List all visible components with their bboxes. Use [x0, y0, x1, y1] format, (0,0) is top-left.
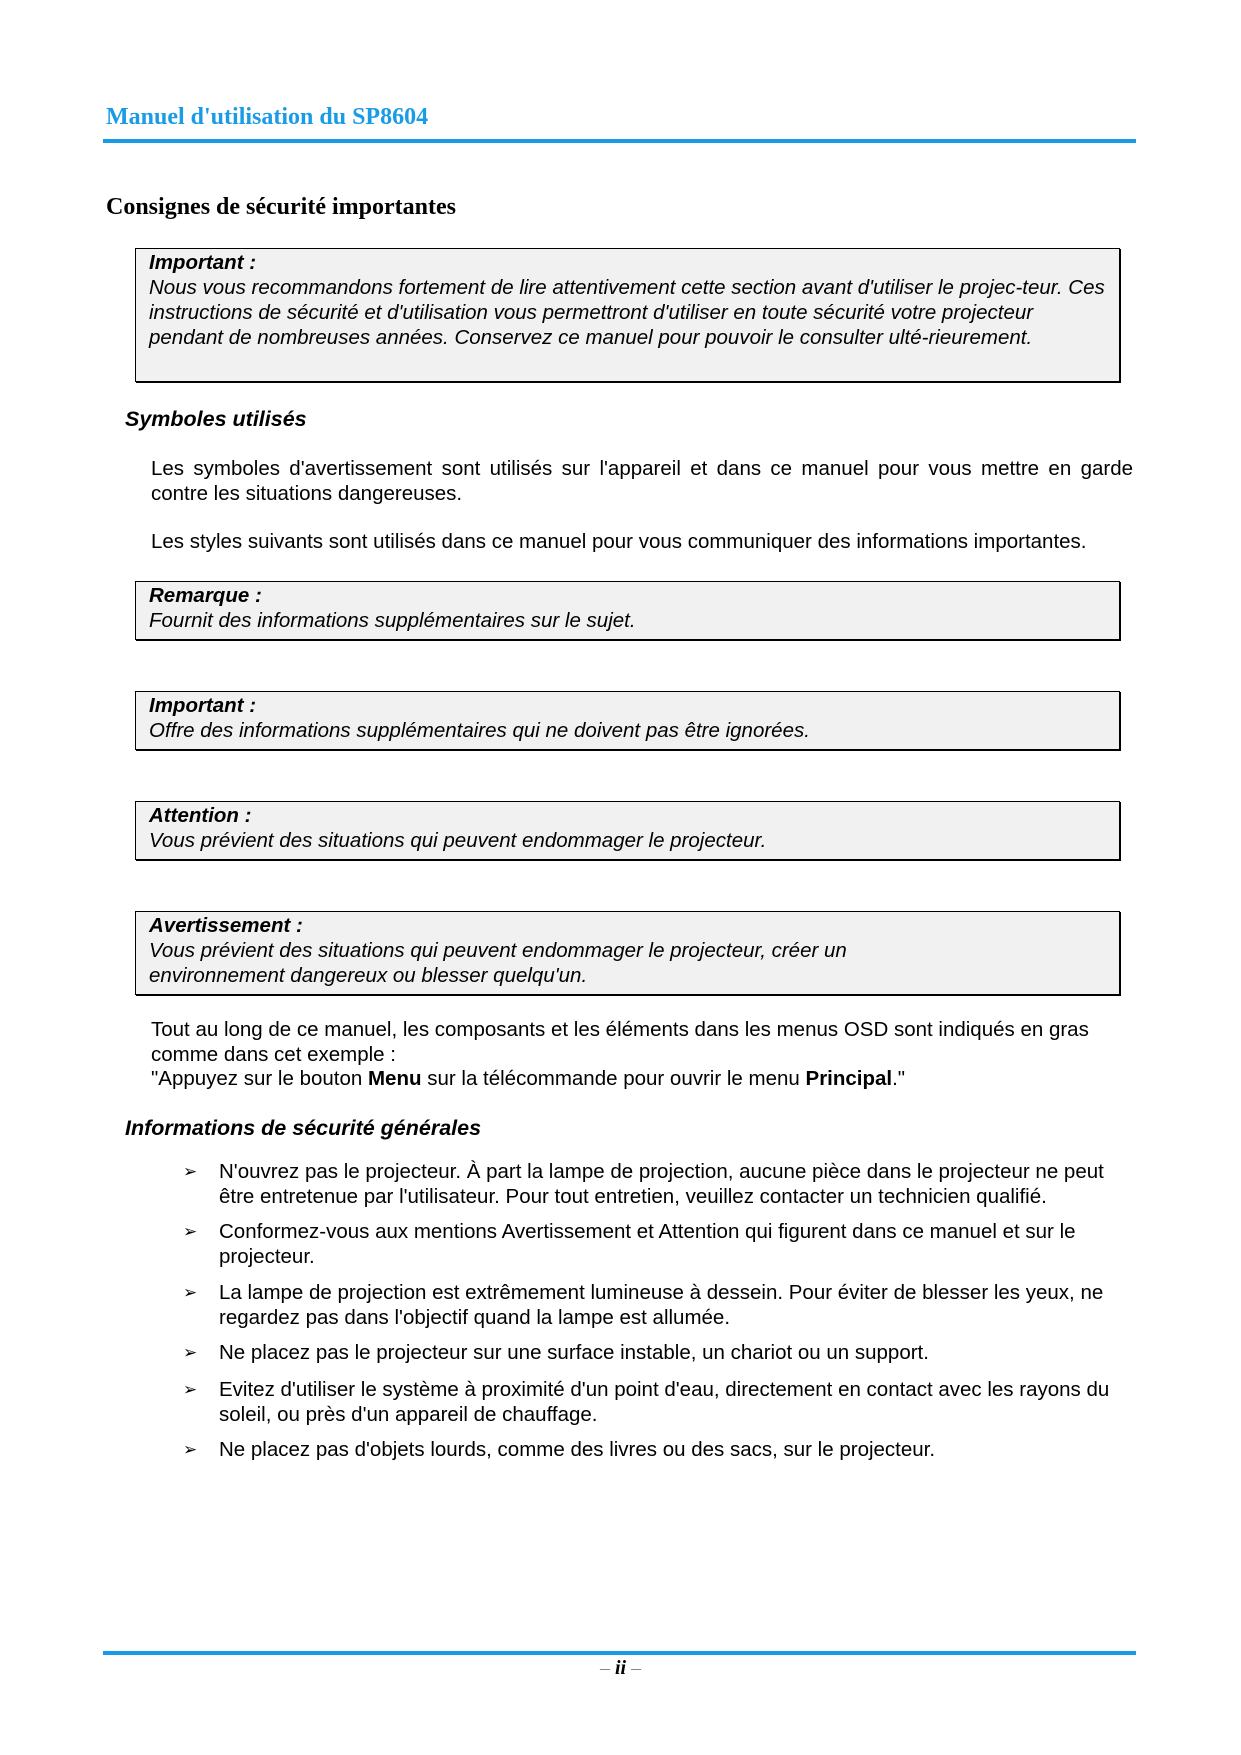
- box-title: Remarque :: [149, 584, 262, 607]
- box-title: Important :: [149, 251, 257, 274]
- arrow-bullet-icon: ➢: [183, 1380, 198, 1399]
- section-heading-general-safety: Informations de sécurité générales: [125, 1116, 482, 1140]
- list-item: [183, 1378, 1133, 1427]
- important-box: [135, 691, 1120, 750]
- box-text: Vous prévient des situations qui peuvent endommager le projecteur.: [149, 829, 767, 852]
- arrow-bullet-icon: ➢: [183, 1162, 198, 1181]
- list-item: [183, 1438, 1133, 1463]
- page-title: Consignes de sécurité importantes: [106, 194, 456, 220]
- paragraph: Tout au long de ce manuel, les composants et les éléments dans les menus OSD sont indiqués en gras comme dans cet exemple :: [151, 1018, 1089, 1066]
- document-header-title: Manuel d'utilisation du SP8604: [106, 104, 429, 130]
- warning-box: [135, 911, 1120, 995]
- list-item-text: La lampe de projection est extrêmement lumineuse à dessein. Pour éviter de blesser les yeux, ne regardez pas dans l'objectif quand la lampe est allumée.: [219, 1281, 1104, 1329]
- note-box: [135, 581, 1120, 640]
- intro-important-box: [135, 248, 1120, 382]
- arrow-bullet-icon: ➢: [183, 1343, 198, 1362]
- arrow-bullet-icon: ➢: [183, 1222, 198, 1241]
- page-number: [0, 1657, 1241, 1680]
- page-number-text: ii: [614, 1657, 627, 1679]
- box-title: Avertissement :: [149, 914, 303, 937]
- example-bold-principal: Principal: [805, 1067, 893, 1090]
- dash: –: [631, 1657, 642, 1679]
- box-text: Vous prévient des situations qui peuvent endommager le projecteur, créer un environnement dangereux ou blesser quelqu'un.: [149, 939, 847, 987]
- list-item-text: Ne placez pas le projecteur sur une surface instable, un chariot ou un support.: [219, 1341, 929, 1364]
- list-item: [183, 1281, 1133, 1330]
- arrow-bullet-icon: ➢: [183, 1440, 198, 1459]
- dash: –: [599, 1657, 610, 1679]
- list-item: [183, 1220, 1133, 1269]
- paragraph: Les symboles d'avertissement sont utilisés sur l'appareil et dans ce manuel pour vous mettre en garde contre les situations dangereuses.: [151, 457, 1133, 505]
- list-item-text: Evitez d'utiliser le système à proximité d'un point d'eau, directement en contact avec les rayons du soleil, ou près d'un appareil de chauffage.: [219, 1378, 1110, 1426]
- box-text: Offre des informations supplémentaires qui ne doivent pas être ignorées.: [149, 719, 810, 742]
- box-title: Important :: [149, 694, 257, 717]
- list-item-text: Ne placez pas d'objets lourds, comme des livres ou des sacs, sur le projecteur.: [219, 1438, 936, 1461]
- box-title: Attention :: [149, 804, 252, 827]
- example-text: "Appuyez sur le bouton: [151, 1067, 368, 1090]
- list-item-text: N'ouvrez pas le projecteur. À part la lampe de projection, aucune pièce dans le projecteur ne peut être entretenue par l'utilisateur. Pour tout entretien, veuillez contacter un technicien qualifié.: [219, 1160, 1104, 1208]
- example-bold-menu: Menu: [367, 1067, 422, 1090]
- list-item: [183, 1341, 1133, 1366]
- box-text: Fournit des informations supplémentaires sur le sujet.: [149, 609, 636, 632]
- example-sentence: [151, 1067, 1133, 1092]
- box-text: Nous vous recommandons fortement de lire attentivement cette section avant d'utiliser le projec-teur. Ces instructions de sécurité et d'utilisation vous permettront d'utiliser en toute sécurité votre projecteur pendant de nombreuses années. Conservez ce manuel pour pouvoir le consulter ulté-rieurement.: [149, 276, 1105, 349]
- list-item-text: Conformez-vous aux mentions Avertissement et Attention qui figurent dans ce manuel et sur le projecteur.: [219, 1220, 1076, 1268]
- list-item: [183, 1160, 1133, 1209]
- example-text: .": [892, 1067, 906, 1090]
- footer-rule: [103, 1651, 1136, 1655]
- paragraph: Les styles suivants sont utilisés dans ce manuel pour vous communiquer des informations importantes.: [151, 530, 1087, 553]
- caution-box: [135, 801, 1120, 860]
- section-heading-symbols: Symboles utilisés: [125, 407, 307, 431]
- example-text: sur la télécommande pour ouvrir le menu: [421, 1067, 806, 1090]
- arrow-bullet-icon: ➢: [183, 1283, 198, 1302]
- header-rule: [103, 139, 1136, 143]
